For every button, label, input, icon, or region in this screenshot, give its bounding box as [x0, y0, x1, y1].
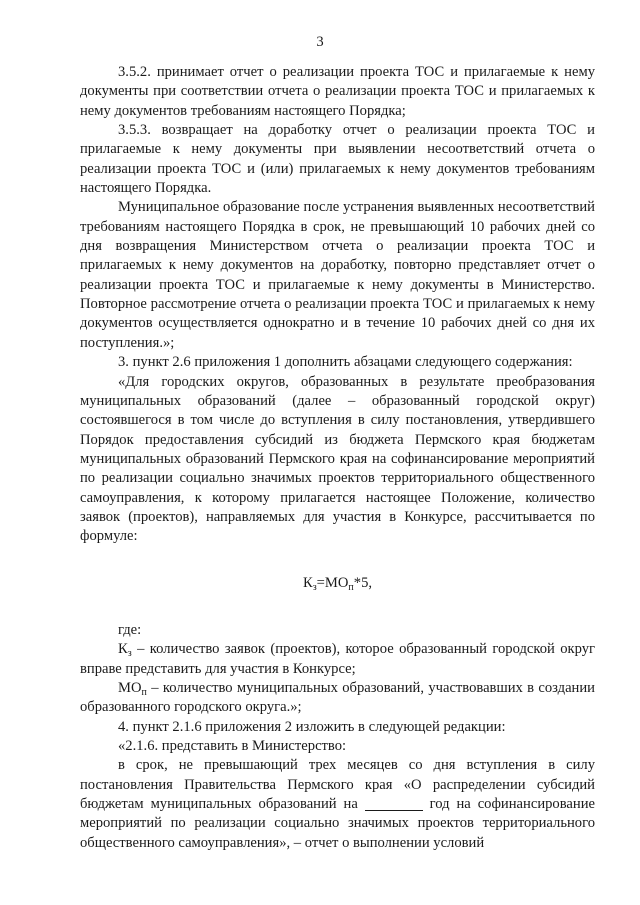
formula-k: К — [302, 574, 313, 591]
paragraph-where: где: — [118, 621, 142, 638]
mo-subscript: п — [141, 686, 147, 698]
k-symbol: К — [118, 641, 128, 658]
mo-symbol: МО — [118, 679, 142, 696]
formula-mo-subscript: п — [348, 581, 354, 593]
paragraph-resubmission: Муниципальное образование после устранения выявленных несоответствий требованиям настоящего Порядка в срок, не превышающий 10 рабочих дней со дня возвращения Министерством отчета о реализации проекта ТОС и прилагаемых к нему документов на доработку, повторно представляет отчет о реализации проекта ТОС и прилагаемые к нему документы в Министерство. Повторное рассмотрение отчета о реализации проекта ТОС и прилагаемых к нему документов осуществляется однократно и в течение 10 рабочих дней со дня их поступления.»; — [80, 199, 595, 351]
year-blank-line — [365, 796, 423, 811]
mo-definition-text: – количество муниципальных образований, участвовавших в создании образованного городского округа.»; — [80, 679, 595, 716]
formula-equals-mo: =МО — [316, 574, 349, 591]
paragraph-urban-districts: «Для городских округов, образованных в результате преобразования муниципальных образований (далее – образованный городской округ) состоявшегося в том числе до вступления в силу постановления, утвердившего Порядок предоставления субсидий из бюджета Пермского края бюджетам муниципальных образований Пермского края на софинансирование мероприятий по реализации социально значимых проектов территориального общественного самоуправления, к которому прилагается настоящее Положение, количество заявок (проектов), направляемых для участия в Конкурсе, рассчитывается по формуле: — [80, 373, 595, 545]
deadline-text-end: год на софинансирование мероприятий по реализации социально значимых проектов территориального общественного самоуправления», – отчет о выполнении условий — [80, 796, 595, 851]
deadline-text-start: в срок, не превышающий трех месяцев со дня вступления в силу постановления Правительства Пермского края «О распределении субсидий бюджетам муниципальных образований на — [80, 757, 595, 813]
paragraph-3-5-3: 3.5.3. возвращает на доработку отчет о реализации проекта ТОС и прилагаемые к нему документы при выявлении несоответствий отчета о реализации проекта ТОС и (или) прилагаемых к нему документов требованиям настоящего Порядка. — [80, 122, 595, 197]
paragraph-item-4: 4. пункт 2.1.6 приложения 2 изложить в следующей редакции: — [118, 718, 506, 735]
k-definition-text: – количество заявок (проектов), которое образованный городской округ вправе представить для участия в Конкурсе; — [80, 641, 595, 677]
paragraph-2-1-6: «2.1.6. представить в Министерство: — [118, 738, 347, 754]
paragraph-3-5-2: 3.5.2. принимает отчет о реализации проекта ТОС и прилагаемые к нему документы при соответствии отчета о реализации проекта ТОС и прилагаемых к нему документов требованиям настоящего Порядка; — [80, 64, 595, 119]
paragraph-k-definition — [80, 640, 595, 679]
page-number: 3 — [316, 34, 324, 50]
formula-multiplier: *5, — [353, 574, 373, 591]
formula — [80, 574, 595, 593]
paragraph-item-3: 3. пункт 2.6 приложения 1 дополнить абзацами следующего содержания: — [118, 354, 573, 371]
formula-k-subscript: з — [312, 581, 317, 593]
paragraph-deadline — [80, 756, 595, 853]
document-body — [80, 63, 595, 853]
k-subscript: з — [127, 648, 132, 660]
paragraph-mo-definition — [80, 679, 595, 718]
